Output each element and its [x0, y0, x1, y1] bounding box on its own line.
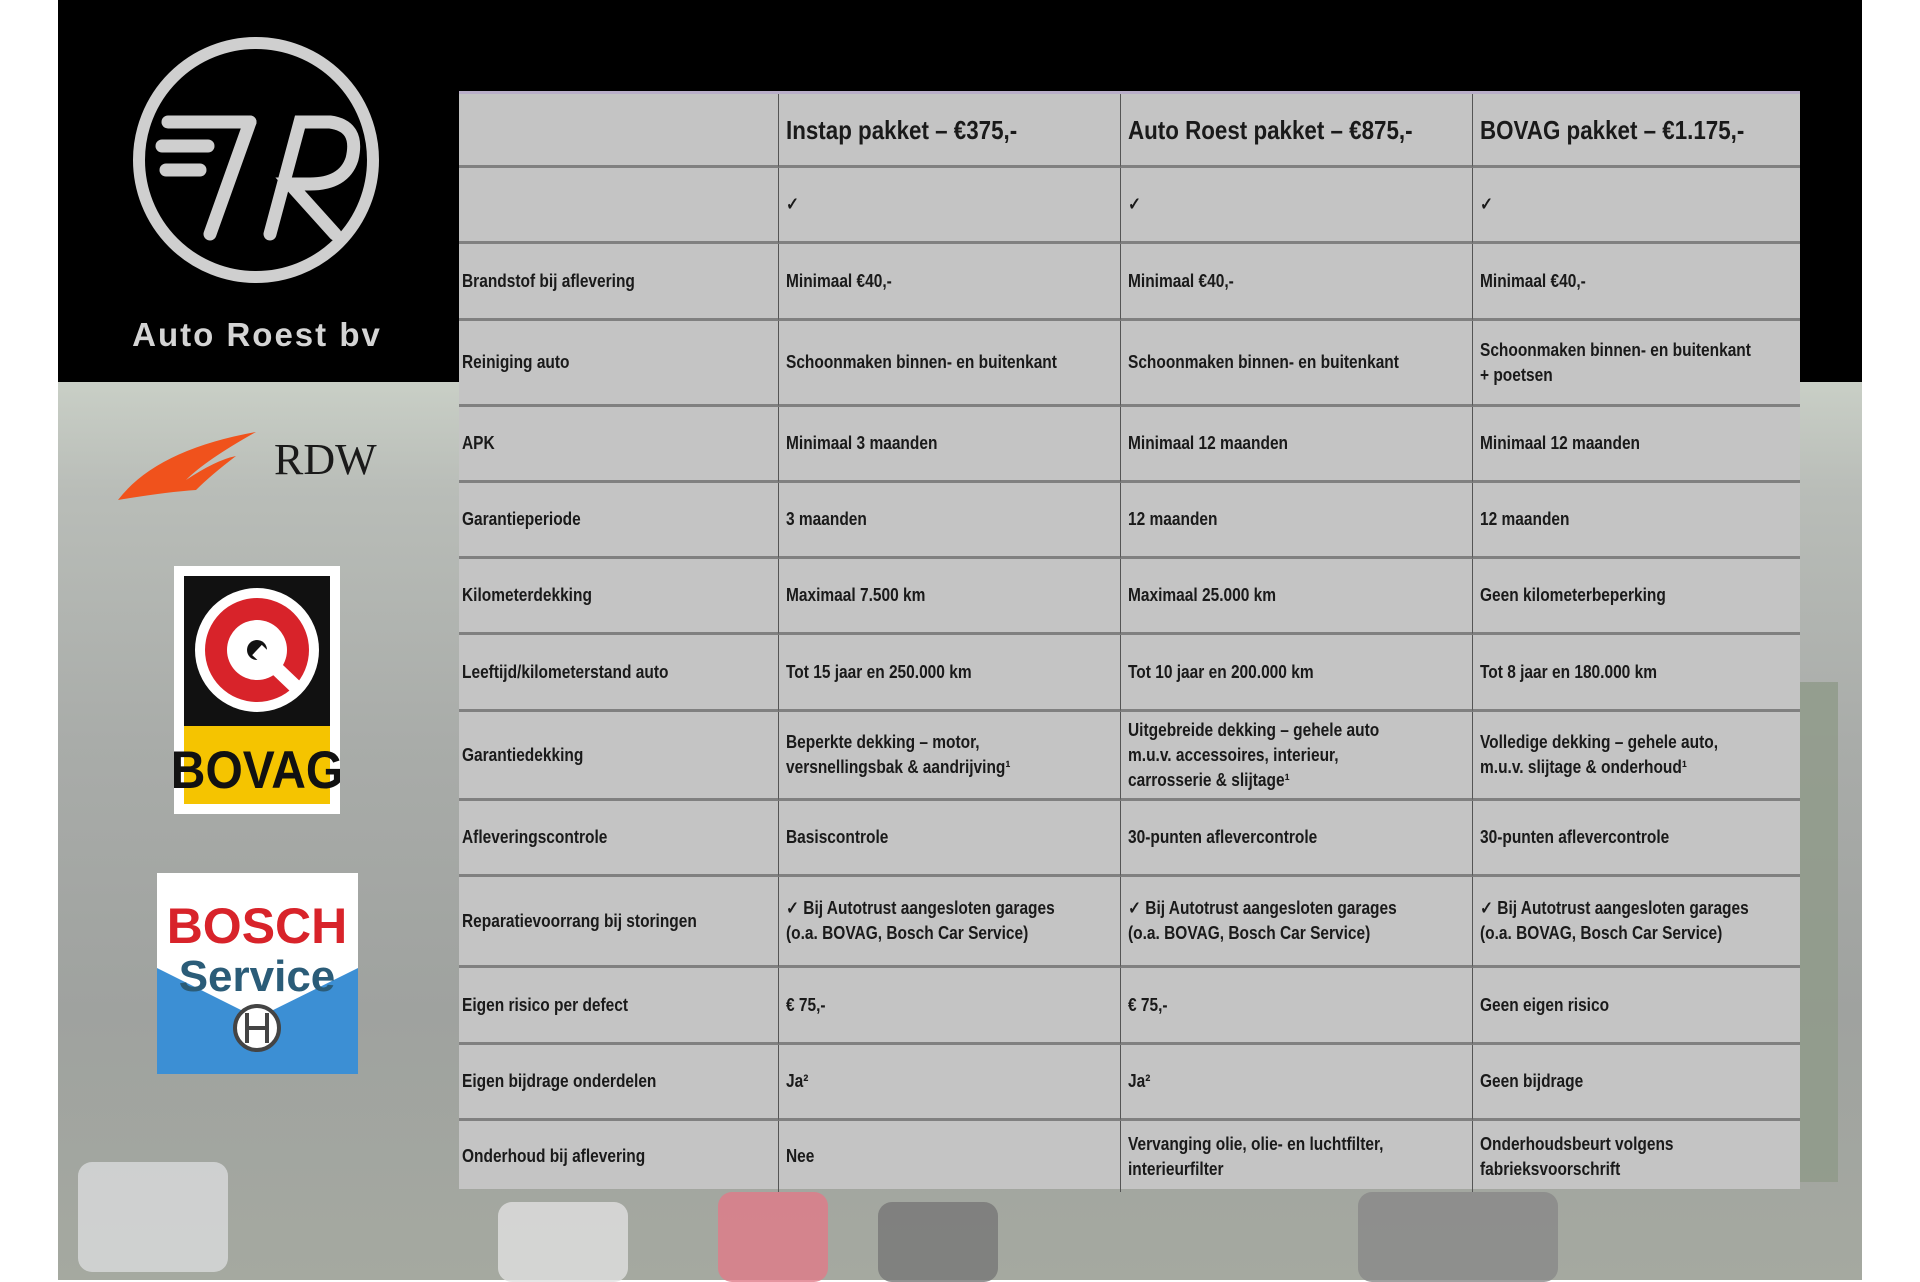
- cell-text: Minimaal €40,-: [1128, 270, 1234, 291]
- table-cell: [1472, 877, 1800, 968]
- table-cell: [778, 968, 1120, 1045]
- cell-text: Reiniging auto: [462, 352, 570, 372]
- cell-text: Schoonmaken binnen- en buitenkant: [1128, 352, 1399, 372]
- cell-text: Beperkte dekking – motor, versnellingsbak & aandrijving¹: [786, 732, 1011, 777]
- table-header-cell: [778, 94, 1120, 168]
- table-cell: [778, 244, 1120, 321]
- cell-text: Nee: [786, 1146, 815, 1166]
- table-cell: [778, 1045, 1120, 1121]
- cell-text: 30-punten aflevercontrole: [1128, 827, 1318, 847]
- table-cell: [1472, 244, 1800, 321]
- row-label-cell: [459, 801, 778, 877]
- cell-text: Minimaal €40,-: [1480, 270, 1586, 291]
- table-cell: [778, 877, 1120, 968]
- cell-text: ✓: [1128, 194, 1141, 214]
- cell-text: 30-punten aflevercontrole: [1480, 827, 1670, 847]
- table-cell: [1472, 168, 1800, 244]
- cell-text: Kilometerdekking: [462, 585, 592, 605]
- cell-text: Reparatievoorrang bij storingen: [462, 910, 697, 931]
- cell-text: ✓ Bij Autotrust aangesloten garages (o.a. BOVAG, Bosch Car Service): [1128, 898, 1397, 943]
- cell-text: 12 maanden: [1128, 509, 1218, 529]
- table-cell: [1120, 168, 1472, 244]
- row-label-cell: [459, 559, 778, 635]
- table-cell: [778, 1121, 1120, 1192]
- column-header: Auto Roest pakket – €875,-: [1128, 114, 1413, 145]
- table-cell: [778, 168, 1120, 244]
- table-cell: [1472, 321, 1800, 407]
- table-cell: [1120, 635, 1472, 712]
- cell-text: Volledige dekking – gehele auto, m.u.v. slijtage & onderhoud¹: [1480, 732, 1718, 777]
- row-label-cell: [459, 877, 778, 968]
- table-cell: [1120, 801, 1472, 877]
- table-cell: [778, 407, 1120, 483]
- cell-text: ✓ Bij Autotrust aangesloten garages (o.a. BOVAG, Bosch Car Service): [786, 898, 1055, 943]
- table-cell: [1120, 244, 1472, 321]
- auto-roest-logo: [130, 34, 382, 286]
- row-label-cell: [459, 483, 778, 559]
- table-cell: [1120, 712, 1472, 801]
- table-cell: [1120, 877, 1472, 968]
- cell-text: Minimaal 12 maanden: [1480, 433, 1641, 453]
- cell-text: Ja²: [1128, 1071, 1151, 1091]
- cell-text: Schoonmaken binnen- en buitenkant + poetsen: [1480, 339, 1751, 385]
- table-cell: [778, 559, 1120, 635]
- table-cell: [1120, 483, 1472, 559]
- table-cell: [1120, 321, 1472, 407]
- brand-name: Auto Roest bv: [132, 316, 382, 353]
- cell-text: Maximaal 25.000 km: [1128, 585, 1277, 605]
- cell-text: Minimaal €40,-: [786, 270, 892, 291]
- cell-text: Minimaal 3 maanden: [786, 433, 938, 453]
- table-cell: [1472, 483, 1800, 559]
- table-cell: [1472, 801, 1800, 877]
- cell-text: Geen bijdrage: [1480, 1071, 1584, 1091]
- table-header-cell: [1120, 94, 1472, 168]
- cell-text: 3 maanden: [786, 509, 867, 529]
- cell-text: Garantieperiode: [462, 509, 581, 529]
- cell-text: Onderhoud bij aflevering: [462, 1146, 646, 1166]
- row-label-cell: [459, 1121, 778, 1192]
- cell-text: Uitgebreide dekking – gehele auto m.u.v. accessoires, interieur, carrosserie & slijtage¹: [1128, 719, 1380, 790]
- cell-text: € 75,-: [786, 994, 826, 1015]
- column-header: BOVAG pakket – €1.175,-: [1480, 114, 1745, 145]
- cell-text: Afleveringscontrole: [462, 827, 608, 847]
- table-cell: [778, 801, 1120, 877]
- cell-text: Eigen risico per defect: [462, 994, 629, 1015]
- rdw-logo: [116, 420, 396, 504]
- table-cell: [1120, 1045, 1472, 1121]
- svg-text:Service: Service: [178, 952, 336, 1001]
- cell-text: 12 maanden: [1480, 509, 1570, 529]
- table-cell: [1472, 968, 1800, 1045]
- column-header: Instap pakket – €375,-: [786, 114, 1018, 145]
- row-label-cell: [459, 968, 778, 1045]
- cell-text: Garantiedekking: [462, 744, 584, 765]
- table-cell: [1120, 968, 1472, 1045]
- row-label-cell: [459, 321, 778, 407]
- cell-text: Tot 10 jaar en 200.000 km: [1128, 661, 1314, 682]
- table-cell: [1472, 1045, 1800, 1121]
- table-cell: [1472, 712, 1800, 801]
- bovag-logo: [174, 566, 340, 814]
- cell-text: € 75,-: [1128, 994, 1168, 1015]
- bosch-service-logo: [157, 873, 358, 1074]
- table-cell: [1472, 635, 1800, 712]
- cell-text: Tot 15 jaar en 250.000 km: [786, 661, 972, 682]
- cell-text: Vervanging olie, olie- en luchtfilter, interieurfilter: [1128, 1133, 1384, 1179]
- svg-text:BOSCH: BOSCH: [166, 898, 348, 954]
- cell-text: Brandstof bij aflevering: [462, 270, 635, 291]
- cell-text: Ja²: [786, 1071, 809, 1091]
- table-cell: [1120, 1121, 1472, 1192]
- cell-text: ✓: [1480, 194, 1493, 214]
- table-header-cell: [1472, 94, 1800, 168]
- table-cell: [778, 483, 1120, 559]
- cell-text: Leeftijd/kilometerstand auto: [462, 661, 669, 682]
- cell-text: Tot 8 jaar en 180.000 km: [1480, 661, 1657, 682]
- table-cell: [1472, 1121, 1800, 1192]
- table-cell: [1472, 559, 1800, 635]
- cell-text: Minimaal 12 maanden: [1128, 433, 1289, 453]
- cell-text: Schoonmaken binnen- en buitenkant: [786, 352, 1057, 372]
- cell-text: Basiscontrole: [786, 827, 889, 847]
- table-cell: [778, 635, 1120, 712]
- cell-text: Eigen bijdrage onderdelen: [462, 1071, 657, 1091]
- table-cell: [1120, 407, 1472, 483]
- table-cell: [1472, 407, 1800, 483]
- package-comparison-table: [459, 91, 1800, 1189]
- cell-text: Onderhoudsbeurt volgens fabrieksvoorschrift: [1480, 1133, 1674, 1179]
- cell-text: Geen eigen risico: [1480, 994, 1610, 1015]
- table-cell: [778, 712, 1120, 801]
- row-label-cell: [459, 712, 778, 801]
- table-header-cell: [459, 94, 778, 168]
- cell-text: Maximaal 7.500 km: [786, 585, 926, 605]
- row-label-cell: [459, 168, 778, 244]
- table-cell: [778, 321, 1120, 407]
- cell-text: Geen kilometerbeperking: [1480, 585, 1666, 605]
- cell-text: APK: [462, 433, 495, 453]
- row-label-cell: [459, 635, 778, 712]
- svg-text:BOVAG: BOVAG: [174, 739, 340, 800]
- row-label-cell: [459, 1045, 778, 1121]
- row-label-cell: [459, 407, 778, 483]
- cell-text: ✓: [786, 194, 799, 214]
- cell-text: ✓ Bij Autotrust aangesloten garages (o.a. BOVAG, Bosch Car Service): [1480, 898, 1749, 943]
- svg-text:RDW: RDW: [274, 435, 377, 484]
- table-cell: [1120, 559, 1472, 635]
- row-label-cell: [459, 244, 778, 321]
